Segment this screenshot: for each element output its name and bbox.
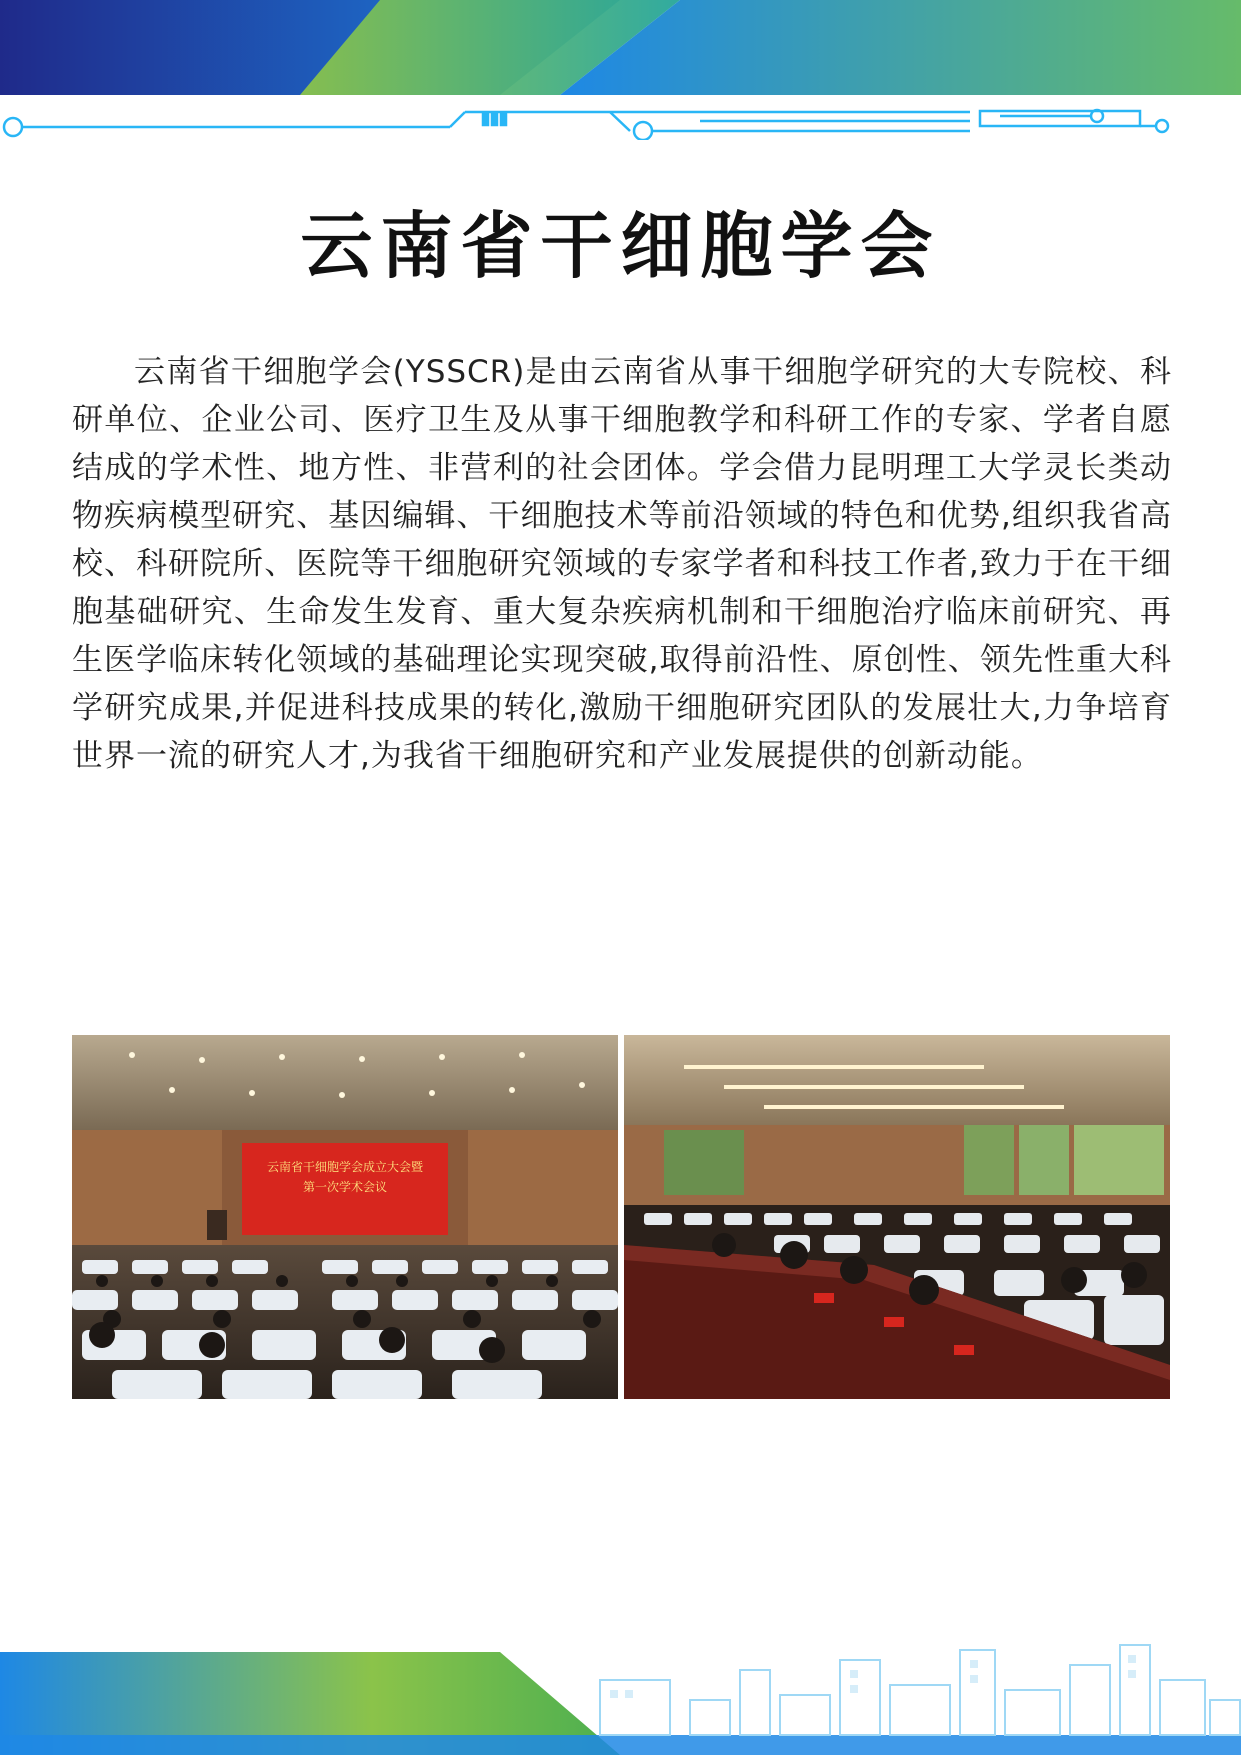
bottom-banner — [0, 1640, 1241, 1755]
city-skyline-decoration — [600, 1645, 1240, 1735]
top-banner — [0, 0, 1241, 140]
intro-paragraph: 云南省干细胞学会(YSSCR)是由云南省从事干细胞学研究的大专院校、科研单位、企业公司、医疗卫生及从事干细胞教学和科研工作的专家、学者自愿结成的学术性、地方性、非营利的社会团体。学会借力昆明理工大学灵长类动物疾病模型研究、基因编辑、干细胞技术等前沿领域的特色和优势,组织我省高校、科研院所、医院等干细胞研究领域的专家学者和科技工作者,致力于在干细胞基础研究、生命发生发育、重大复杂疾病机制和干细胞治疗临床前研究、再生医学临床转化领域的基础理论实现突破,取得前沿性、原创性、领先性重大科学研究成果,并促进科技成果的转化,激励干细胞研究团队的发展壮大,力争培育世界一流的研究人才,为我省干细胞研究和产业发展提供的创新动能。 — [72, 354, 1172, 774]
screen-title-line1: 云南省干细胞学会成立大会暨 — [266, 1160, 424, 1174]
meeting-photo-attendees — [624, 1035, 1170, 1399]
page-title: 云南省干细胞学会 — [300, 204, 941, 288]
circuit-decoration — [4, 110, 1168, 140]
screen-title-line2: 第一次学术会议 — [302, 1180, 388, 1194]
meeting-photo-hall — [72, 1035, 618, 1399]
